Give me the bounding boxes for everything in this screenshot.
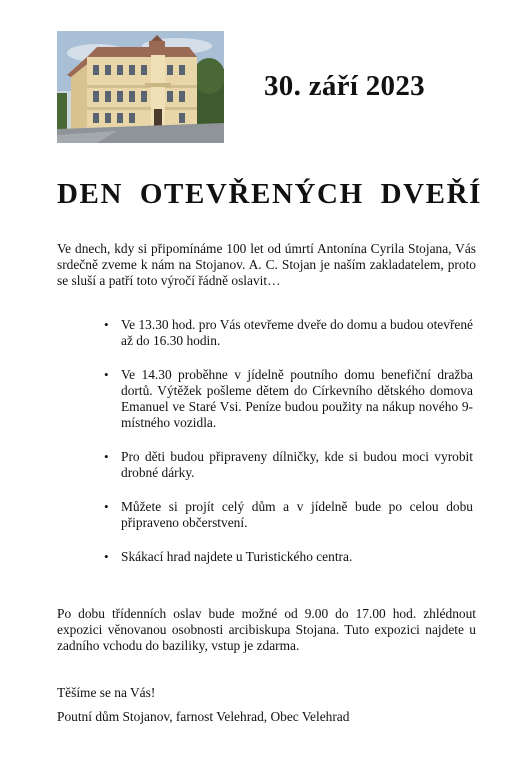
list-item-text: Můžete si projít celý dům a v jídelně bude po celou dobu připraveno občerstvení.	[121, 499, 473, 530]
building-photo	[57, 31, 224, 143]
list-item-text: Skákací hrad najdete u Turistického centra.	[121, 549, 353, 564]
bullet-icon: •	[104, 449, 109, 464]
program-list	[104, 317, 473, 583]
event-date: 30. září 2023	[264, 70, 425, 102]
list-item-text: Ve 14.30 proběhne v jídelně poutního domu benefiční dražba dortů. Výtěžek pošleme dětem do Církevního dětského domova Emanuel ve Staré Vsi. Peníze budou použity na nákup nového 9-místného vozidla.	[121, 367, 473, 430]
intro-paragraph: Ve dnech, kdy si připomínáme 100 let od úmrtí Antonína Cyrila Stojana, Vás srdečně zveme k nám na Stojanov. A. C. Stojan je naším zakladatelem, proto se sluší a patří toto výročí řádně oslavit…	[57, 241, 476, 288]
list-item	[104, 317, 473, 349]
list-item	[104, 449, 473, 481]
building-illustration	[57, 31, 224, 143]
list-item-text: Ve 13.30 hod. pro Vás otevřeme dveře do domu a budou otevřené až do 16.30 hodin.	[121, 317, 473, 348]
list-item-text: Pro děti budou připraveny dílničky, kde si budou moci vyrobit drobné dárky.	[121, 449, 473, 480]
list-item	[104, 549, 473, 565]
list-item	[104, 499, 473, 531]
bullet-icon: •	[104, 549, 109, 564]
closing-greeting: Těšíme se na Vás!	[57, 685, 156, 700]
closing-signature: Poutní dům Stojanov, farnost Velehrad, Obec Velehrad	[57, 709, 350, 724]
page-title: DEN OTEVŘENÝCH DVEŘÍ	[57, 178, 483, 210]
bullet-icon: •	[104, 499, 109, 514]
outro-paragraph: Po dobu třídenních oslav bude možné od 9.00 do 17.00 hod. zhlédnout expozici věnovanou osobnosti arcibiskupa Stojana. Tuto expozici najdete u zadního vchodu do baziliky, vstup je zdarma.	[57, 606, 476, 653]
list-item	[104, 367, 473, 431]
bullet-icon: •	[104, 317, 109, 332]
bullet-icon: •	[104, 367, 109, 382]
